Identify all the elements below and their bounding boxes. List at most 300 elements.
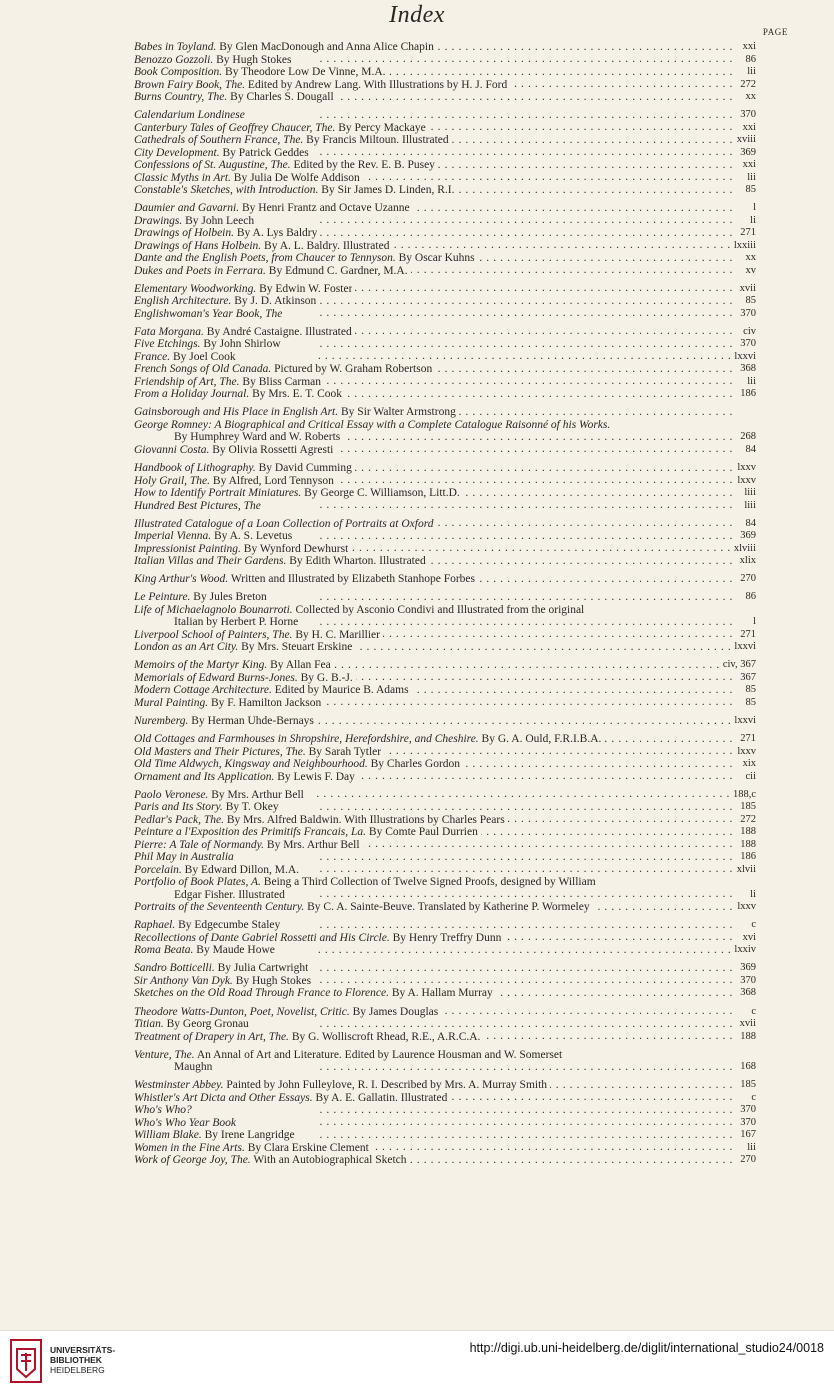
entry-page: 186: [740, 851, 756, 863]
entry-text: [134, 79, 507, 92]
entry-title: Memorials of Edward Burns-Jones.: [134, 671, 298, 684]
entry-author: By Maude Howe: [193, 944, 275, 957]
entry-text: [134, 159, 435, 172]
index-entry: [134, 659, 756, 672]
entry-author: By Hugh Stokes: [232, 974, 312, 987]
entry-page: 185: [740, 801, 756, 813]
dot-leader: [343, 432, 733, 444]
dot-leader: [295, 54, 733, 66]
dot-leader: [351, 543, 731, 555]
entry-text: [134, 444, 333, 457]
dot-leader: [298, 1130, 733, 1142]
entry-title: Classic Myths in Art.: [134, 171, 231, 184]
index-letter-group: [134, 919, 756, 957]
index-letter-group: [134, 715, 756, 728]
entry-title: Sir Anthony Van Dyk.: [134, 974, 233, 987]
entry-page: 86: [745, 591, 756, 603]
entry-author: By F. Hamilton Jackson: [208, 696, 322, 709]
entry-title: Illustrated Catalogue of a Loan Collection of Portraits at Oxford: [134, 517, 434, 530]
entry-author: By David Cumming: [255, 462, 352, 475]
dot-leader: [363, 839, 733, 851]
entry-text: [134, 462, 352, 475]
index-entry: [134, 295, 756, 308]
entry-page: li: [750, 888, 756, 900]
entry-author: Painted by John Fulleylove, R. I. Described by Mrs. A. Murray Smith: [223, 1079, 548, 1092]
index-entry: [134, 919, 756, 932]
entry-text: [134, 987, 493, 1000]
dot-leader: [282, 802, 733, 814]
entry-text: [134, 326, 352, 339]
entry-author: By Percy Mackaye: [335, 121, 426, 134]
dot-leader: [285, 308, 733, 320]
index-entry: [134, 987, 756, 1000]
index-entry: [134, 746, 756, 759]
dot-leader: [429, 122, 733, 134]
entry-title: Portraits of the Seventeenth Century.: [134, 901, 305, 914]
dot-leader: [215, 1062, 733, 1074]
index-entry: [134, 1117, 756, 1130]
index-entry: [134, 789, 756, 802]
entry-author: By Francis Miltoun. Illustrated: [303, 134, 449, 147]
entry-text: [134, 746, 381, 759]
index-entry: [134, 641, 756, 654]
entry-title: Le Peinture.: [134, 591, 191, 604]
entry-page: 370: [740, 109, 756, 121]
entry-author: By Clara Erskine Clement: [244, 1141, 369, 1154]
entry-text: [134, 814, 505, 827]
entry-title: Pierre: A Tale of Normandy.: [134, 838, 265, 851]
dot-leader: [604, 734, 733, 746]
dot-leader: [478, 253, 733, 265]
entry-page: xx: [745, 91, 756, 102]
entry-page: c: [751, 919, 756, 931]
entry-author: By John Leech: [182, 214, 255, 227]
dot-leader: [355, 642, 731, 654]
entry-text: [134, 1117, 236, 1130]
entry-text: [134, 308, 282, 321]
entry-page: 370: [740, 1116, 756, 1128]
entry-page: civ: [743, 325, 756, 337]
entry-page: 369: [740, 962, 756, 974]
dot-leader: [334, 660, 720, 672]
entry-author: An Annal of Art and Literature. Edited by Laurence Housman and W. Somerset: [194, 1048, 563, 1061]
dot-leader: [458, 185, 734, 197]
index-entry: [134, 826, 756, 839]
index-entry: [134, 1079, 756, 1092]
dot-leader: [504, 932, 733, 944]
dot-leader: [363, 172, 733, 184]
dot-leader: [550, 1080, 733, 1092]
entry-text: [134, 789, 304, 802]
dot-leader: [438, 160, 733, 172]
source-url-link[interactable]: http://digi.ub.uni-heidelberg.de/diglit/international_studio24/0018: [469, 1341, 824, 1355]
entry-author: Edited by Maurice B. Adams: [271, 684, 409, 697]
entry-page: xvii: [739, 1018, 756, 1029]
entry-author: Edited by the Rev. E. B. Pusey: [290, 159, 435, 172]
index-entry: [134, 944, 756, 957]
dot-leader: [496, 988, 733, 1000]
entry-text: [134, 147, 309, 160]
entry-title: Giovanni Costa.: [134, 443, 210, 456]
entry-text: [134, 672, 353, 685]
entry-text: [134, 66, 386, 79]
entry-text: [134, 202, 410, 215]
index-entry: [134, 573, 756, 586]
dot-leader: [320, 228, 733, 240]
dot-leader: [463, 759, 733, 771]
entry-title: Impressionist Painting.: [134, 542, 241, 555]
entry-page: xx: [745, 252, 756, 264]
page-column-header: PAGE: [762, 27, 788, 37]
dot-leader: [593, 902, 733, 914]
entry-first-line: [134, 1049, 756, 1062]
entry-title: Sketches on the Old Road Through France to Florence.: [134, 987, 389, 1000]
entry-page: xlviii: [733, 542, 756, 554]
entry-title: Porcelain.: [134, 863, 182, 876]
entry-text: [134, 919, 280, 932]
index-entry: [134, 901, 756, 914]
index-entry: [134, 79, 756, 92]
dot-leader: [355, 463, 733, 475]
index-entry: [134, 419, 756, 444]
index-entry: [134, 109, 756, 122]
entry-text: [134, 591, 267, 604]
entry-page: 370: [740, 338, 756, 350]
entry-continuation: Edgar Fisher. Illustrated: [174, 888, 285, 901]
index-entry: [134, 530, 756, 543]
entry-title: Dukes and Poets in Ferrara.: [134, 264, 266, 277]
entry-first-line: [134, 876, 756, 889]
index-entry: [134, 1049, 756, 1074]
index-letter-group: [134, 591, 756, 654]
entry-text: [134, 475, 334, 488]
entry-page: 86: [745, 53, 756, 65]
index-entry: [134, 388, 756, 401]
entry-page: lxxv: [737, 474, 756, 486]
entry-title: Phil May in Australia: [134, 851, 234, 864]
entry-page: 367: [740, 671, 756, 683]
entry-title: Book Composition.: [134, 66, 223, 78]
entry-text: [134, 1079, 547, 1092]
entry-page: 271: [740, 733, 756, 745]
index-letter-group: [134, 1049, 756, 1074]
entry-text: [134, 641, 352, 654]
entry-page: xlix: [739, 555, 756, 567]
entry-page: civ, 367: [722, 659, 756, 671]
entry-text: [134, 1142, 369, 1155]
entry-text: [134, 406, 456, 419]
entry-author: By A. Lys Baldry: [234, 227, 318, 240]
index-entry: [134, 202, 756, 215]
dot-leader: [302, 864, 733, 876]
entry-page: xvii: [739, 282, 756, 294]
dot-leader: [412, 685, 733, 697]
footer-bar: [0, 1330, 834, 1393]
entry-page: lii: [747, 375, 756, 387]
index-entry: [134, 252, 756, 265]
entry-author: By Jules Breton: [190, 591, 267, 604]
entry-title: Babes in Toyland.: [134, 41, 217, 53]
dot-leader: [337, 92, 733, 104]
dot-leader: [410, 1155, 733, 1167]
entry-author: By George C. Williamson, Litt.D.: [301, 487, 460, 500]
dot-leader: [459, 407, 733, 419]
entry-author: By Charles S. Dougall: [227, 91, 334, 103]
index-entry: [134, 1092, 756, 1105]
entry-title: Ornament and Its Application.: [134, 770, 275, 783]
entry-author: By Glen MacDonough and Anna Alice Chapin: [216, 41, 434, 53]
entry-page: 272: [740, 78, 756, 90]
entry-page: 85: [745, 295, 756, 307]
entry-text: [134, 851, 234, 864]
index-entry: [134, 758, 756, 771]
dot-leader: [284, 339, 733, 351]
entry-title: English Architecture.: [134, 295, 232, 308]
entry-text: [134, 1104, 192, 1117]
entry-page: 188: [740, 838, 756, 850]
entry-page: 370: [740, 1104, 756, 1116]
university-seal-icon: [10, 1339, 42, 1383]
index-entry: [134, 876, 756, 901]
entry-text: [134, 240, 389, 253]
entry-title: Sandro Botticelli.: [134, 962, 215, 975]
entry-title: Drawings.: [134, 214, 183, 227]
dot-leader: [384, 746, 733, 758]
index-entry: [134, 351, 756, 364]
entry-author: By J. D. Atkinson: [231, 295, 317, 308]
dot-leader: [435, 364, 733, 376]
dot-leader: [437, 42, 733, 54]
dot-leader: [278, 945, 732, 957]
entry-author: By Patrick Geddes: [219, 146, 309, 159]
dot-leader: [483, 1031, 733, 1043]
dot-leader: [389, 67, 733, 79]
entry-title: Raphael.: [134, 919, 176, 932]
entry-author: By Mrs. Arthur Bell: [264, 838, 360, 851]
entry-title: Peinture a l'Exposition des Primitifs Francais, La.: [134, 826, 367, 839]
entry-title: Pedlar's Pack, The.: [134, 813, 224, 826]
entry-first-line: [134, 419, 756, 432]
entry-text: [134, 697, 321, 710]
index-entry: [134, 543, 756, 556]
institution-name: [50, 1345, 115, 1375]
entry-page: 270: [740, 573, 756, 585]
entry-author: By Edward Dillon, M.A.: [181, 863, 300, 876]
entry-page: xix: [742, 758, 756, 770]
entry-page: 168: [740, 1061, 756, 1073]
index-entry: [134, 864, 756, 877]
index-entry: [134, 1104, 756, 1117]
entry-text: [134, 733, 601, 746]
index-letter-group: [134, 283, 756, 321]
index-entry: [134, 184, 756, 197]
dot-leader: [383, 629, 733, 641]
entry-title: Englishwoman's Year Book, The: [134, 307, 283, 320]
entry-title: Daumier and Gavarni.: [134, 202, 240, 215]
entry-title: Gainsborough and His Place in English Art.: [134, 406, 339, 419]
dot-leader: [355, 326, 733, 338]
index-letter-group: [134, 1006, 756, 1044]
entry-author: By Hugh Stokes: [213, 53, 292, 66]
entry-author: By Alfred, Lord Tennyson: [210, 474, 334, 487]
index-entry: [134, 338, 756, 351]
entry-text: [134, 944, 275, 957]
index-entry: [134, 215, 756, 228]
entry-title: Theodore Watts-Dunton, Poet, Novelist, Critic.: [134, 1005, 350, 1018]
dot-leader: [301, 617, 733, 629]
entry-page: 84: [745, 443, 756, 455]
index-entry: [134, 839, 756, 852]
entry-title: Who's Who?: [134, 1104, 192, 1117]
dot-leader: [392, 240, 730, 252]
entry-text: [134, 227, 317, 240]
entry-author: By Olivia Rossetti Agresti: [209, 443, 334, 456]
entry-page: lxxv: [737, 901, 756, 913]
entry-text: [134, 975, 311, 988]
dot-leader: [463, 488, 733, 500]
entry-title: Westminster Abbey.: [134, 1079, 224, 1092]
index-letter-group: [134, 462, 756, 512]
dot-leader: [239, 351, 732, 363]
entry-page: lxxvi: [734, 641, 756, 653]
entry-title: Hundred Best Pictures, The: [134, 499, 261, 512]
entry-author: By Edith Wharton. Illustrated: [286, 555, 426, 568]
entry-text: [134, 54, 292, 67]
index-entry: [134, 672, 756, 685]
entry-text: [134, 530, 292, 543]
entry-title: Titian.: [134, 1018, 164, 1030]
entry-author: Pictured by W. Graham Robertson: [271, 363, 433, 376]
index-entry: [134, 122, 756, 135]
entry-title: Imperial Vienna.: [134, 530, 212, 543]
entry-page: 368: [740, 363, 756, 375]
entry-title: Burns Country, The.: [134, 91, 228, 103]
entry-author: By John Shirlow: [200, 338, 281, 351]
dot-leader: [288, 889, 733, 901]
entry-text: [134, 901, 590, 914]
entry-text: [134, 864, 299, 877]
entry-text: [134, 1154, 407, 1167]
entry-title: Confessions of St. Augustine, The.: [134, 159, 291, 172]
entry-author: By Edgecumbe Staley: [175, 919, 281, 932]
entry-continuation-line: [134, 889, 756, 902]
dot-leader: [356, 672, 733, 684]
dot-leader: [372, 1142, 733, 1154]
index-entry: [134, 771, 756, 784]
entry-text: [134, 41, 434, 54]
entry-title: Roma Beata.: [134, 944, 194, 957]
entry-author: By Theodore Low De Vinne, M.A.: [222, 66, 386, 78]
entry-text: [134, 1031, 480, 1044]
entry-author: By T. Okey: [222, 801, 279, 814]
index-entry: [134, 684, 756, 697]
entry-title: Paris and Its Story.: [134, 801, 223, 814]
index-entry: [134, 962, 756, 975]
entry-page: 271: [740, 227, 756, 239]
index-entry: [134, 134, 756, 147]
entry-text: [134, 109, 245, 122]
entry-title: King Arthur's Wood.: [134, 573, 229, 586]
entry-author: By Oscar Kuhns: [395, 252, 475, 265]
index-entry: [134, 1031, 756, 1044]
entry-page: 188: [740, 1030, 756, 1042]
entry-author: By Irene Langridge: [201, 1129, 295, 1142]
entry-text: [134, 629, 380, 642]
index-letter-group: [134, 109, 756, 197]
dot-leader: [358, 771, 733, 783]
dot-leader: [317, 716, 731, 728]
index-letter-group: [134, 733, 756, 783]
entry-title: Drawings of Holbein.: [134, 227, 234, 240]
entry-title: Mural Painting.: [134, 696, 209, 709]
index-letter-group: [134, 789, 756, 914]
entry-author: By Julia Cartwright: [214, 962, 309, 975]
index-letter-group: [134, 41, 756, 104]
entry-text: [134, 376, 321, 389]
entry-title: George Romney: A Biographical and Critical Essay with a Complete Catalogue Raisonné of his Works.: [134, 418, 611, 431]
entry-page: xxi: [742, 41, 756, 52]
index-list: [134, 41, 756, 1172]
entry-title: Friendship of Art, The.: [134, 375, 240, 388]
index-entry: [134, 733, 756, 746]
dot-leader: [311, 963, 733, 975]
entry-text: [134, 122, 426, 135]
dot-leader: [295, 531, 733, 543]
index-letter-group: [134, 1079, 756, 1167]
entry-text: [134, 715, 314, 728]
entry-continuation: By Humphrey Ward and W. Roberts: [174, 431, 341, 444]
entry-author: By Lewis F. Day: [274, 770, 355, 783]
entry-author: By G. B.-J.: [297, 671, 353, 684]
entry-page: 369: [740, 146, 756, 158]
page-title: Index: [389, 2, 445, 28]
entry-title: Dante and the English Poets, from Chaucer to Tennyson.: [134, 252, 396, 265]
index-entry: [134, 406, 756, 419]
entry-text: [134, 962, 308, 975]
entry-text: [134, 555, 426, 568]
dot-leader: [478, 574, 733, 586]
entry-author: By Herman Uhde-Bernays: [188, 715, 314, 728]
entry-page: 369: [740, 530, 756, 542]
index-letter-group: [134, 573, 756, 586]
index-entry: [134, 376, 756, 389]
index-entry: [134, 851, 756, 864]
entry-title: Old Time Aldwych, Kingsway and Neighbourhood.: [134, 758, 368, 771]
index-entry: [134, 462, 756, 475]
dot-leader: [508, 814, 733, 826]
institution-line-3: HEIDELBERG: [50, 1365, 105, 1375]
entry-page: 85: [745, 184, 756, 196]
entry-title: Constable's Sketches, with Introduction.: [134, 184, 319, 197]
entry-title: Nuremberg.: [134, 715, 189, 728]
entry-text: [134, 684, 409, 697]
entry-page: liii: [744, 487, 756, 499]
dot-leader: [413, 203, 733, 215]
entry-page: 85: [745, 696, 756, 708]
entry-text: [134, 573, 475, 586]
entry-text: [134, 771, 355, 784]
entry-page: 268: [740, 431, 756, 443]
institution-line-1: UNIVERSITÄTS-: [50, 1345, 116, 1355]
dot-leader: [195, 1105, 733, 1117]
entry-continuation: Maughn: [174, 1061, 213, 1074]
entry-title: City Development.: [134, 146, 220, 159]
dot-leader: [355, 283, 733, 295]
entry-page: lxxvi: [734, 350, 756, 362]
dot-leader: [314, 975, 733, 987]
dot-leader: [248, 110, 733, 122]
dot-leader: [452, 135, 733, 147]
